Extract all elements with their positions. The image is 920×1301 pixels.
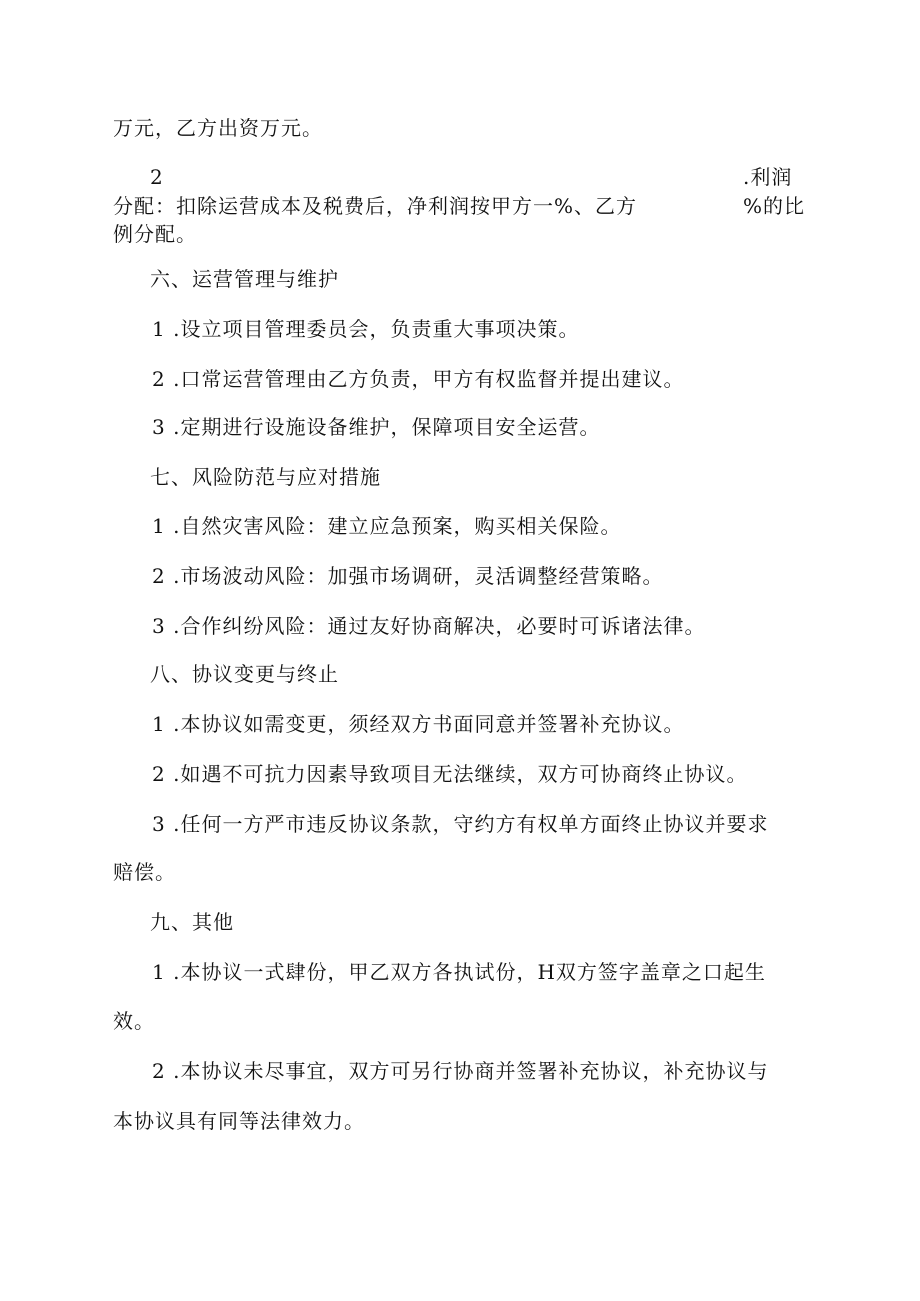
section-7-item-3: 3 .合作纠纷风险：通过友好协商解决，必要时可诉诸法律。 [152,614,706,638]
section-6-item-2: 2 .口常运营管理由乙方负责，甲方有权监督并提出建议。 [152,367,685,391]
item-5-2-line2: 分配：扣除运营成本及税费后，净利润按甲方一%、乙方 [113,194,638,218]
section-9-item-1-line1: 1 .本协议一式肆份，甲乙双方各执试份，H双方签字盖章之口起生 [152,960,766,984]
item-5-2-number: 2 [150,165,164,189]
section-8-item-1: 1 .本协议如需变更，须经双方书面同意并签署补充协议。 [152,712,685,736]
section-9-heading: 九、其他 [150,910,234,934]
section-8-item-3-line2: 赔偿。 [113,860,176,884]
section-7-heading: 七、风险防范与应对措施 [150,465,381,489]
section-6-item-3: 3 .定期进行设施设备维护，保障项目安全运营。 [152,415,601,439]
continuation-line: 万元，乙方出资万元。 [113,116,323,140]
section-8-item-2: 2 .如遇不可抗力因素导致项目无法继续，双方可协商终止协议。 [152,762,748,786]
section-9-item-2-line1: 2 .本协议未尽事宜，双方可另行协商并签署补充协议，补充协议与 [152,1059,769,1083]
item-5-2-line3: 例分配。 [113,222,197,246]
section-7-item-2: 2 .市场波动风险：加强市场调研，灵活调整经营策略。 [152,564,664,588]
section-7-item-1: 1 .自然灾害风险：建立应急预案，购买相关保险。 [152,514,622,538]
section-9-item-1-line2: 效。 [113,1009,155,1033]
section-9-item-2-line2: 本协议具有同等法律效力。 [113,1109,365,1133]
section-6-heading: 六、运营管理与维护 [150,267,339,291]
section-6-item-1: 1 .设立项目管理委员会，负责重大事项决策。 [152,317,580,341]
item-5-2-line2-right: %的比 [743,194,806,218]
item-5-2-label: .利润 [743,165,793,189]
section-8-heading: 八、协议变更与终止 [150,662,339,686]
section-8-item-3-line1: 3 .任何一方严市违反协议条款，守约方有权单方面终止协议并要求 [152,812,769,836]
